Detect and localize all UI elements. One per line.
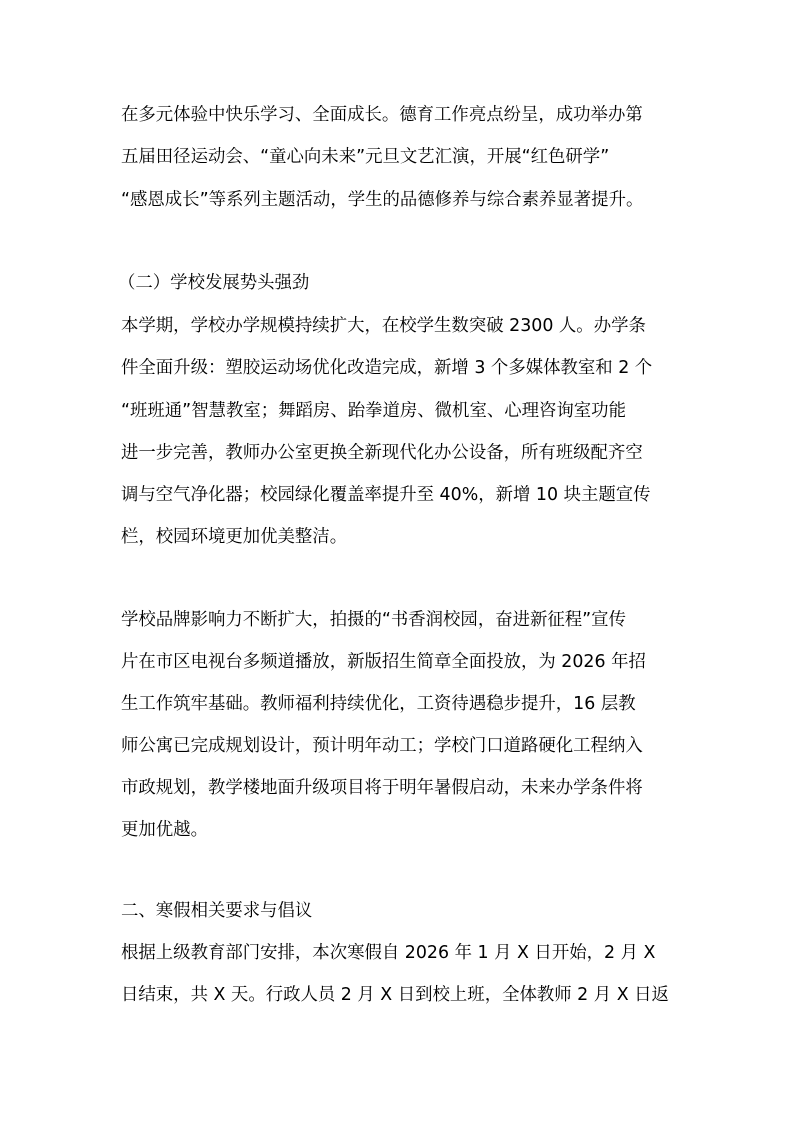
text-line: 生工作筑牢基础。教师福利持续优化，工资待遇稳步提升，16 层教 [121, 694, 636, 714]
text-line: 市政规划，教学楼地面升级项目将于明年暑假启动，未来办学条件将 [121, 778, 643, 798]
text-line: 片在市区电视台多频道播放，新版招生简章全面投放，为 2026 年招 [121, 652, 646, 672]
text-line: 日结束，共 X 天。行政人员 2 月 X 日到校上班，全体教师 2 月 X 日返 [121, 985, 669, 1005]
text-line: 更加优越。 [121, 820, 208, 840]
text-line: 进一步完善，教师办公室更换全新现代化办公设备，所有班级配齐空 [121, 443, 643, 463]
text-line: 根据上级教育部门安排，本次寒假自 2026 年 1 月 X 日开始，2 月 X [121, 943, 656, 963]
text-line: 栏，校园环境更加优美整洁。 [121, 527, 348, 547]
text-line: 在多元体验中快乐学习、全面成长。德育工作亮点纷呈，成功举办第 [121, 105, 643, 125]
text-line: “班班通”智慧教室；舞蹈房、跆拳道房、微机室、心理咨询室功能 [121, 401, 626, 421]
text-line: 师公寓已完成规划设计，预计明年动工；学校门口道路硬化工程纳入 [121, 736, 643, 756]
text-line: 学校品牌影响力不断扩大，拍摄的“书香润校园，奋进新征程”宣传 [121, 610, 626, 630]
text-line: 五届田径运动会、“童心向未来”元旦文艺汇演，开展“红色研学” [121, 147, 610, 167]
text-line: 件全面升级：塑胶运动场优化改造完成，新增 3 个多媒体教室和 2 个 [121, 358, 653, 378]
text-line: “感恩成长”等系列主题活动，学生的品德修养与综合素养显著提升。 [121, 190, 644, 210]
section-heading: （二）学校发展势头强劲 [118, 273, 310, 293]
text-line: 调与空气净化器；校园绿化覆盖率提升至 40%，新增 10 块主题宣传 [121, 485, 651, 505]
text-line: 本学期，学校办学规模持续扩大，在校学生数突破 2300 人。办学条 [121, 316, 646, 336]
section-heading: 二、寒假相关要求与倡议 [121, 901, 313, 921]
